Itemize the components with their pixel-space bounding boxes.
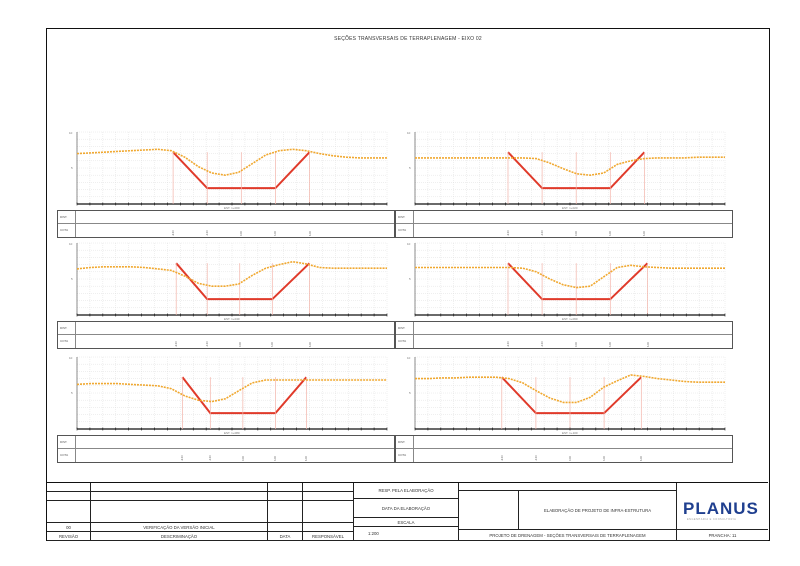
y-max-label: 10 xyxy=(407,242,411,246)
prancha: PRANCHA: 11 xyxy=(677,530,768,541)
section-table-row xyxy=(396,322,732,335)
station-tick-label: 6.00 xyxy=(308,231,312,236)
section-profile xyxy=(508,263,648,299)
section-table-row xyxy=(396,335,732,348)
section-data-table xyxy=(395,321,733,349)
project-empty xyxy=(459,483,677,491)
rev-empty-8 xyxy=(303,492,354,501)
station-tick-label: 3.00 xyxy=(609,231,613,236)
y-max-label: 10 xyxy=(69,356,73,360)
section-data-table xyxy=(57,321,395,349)
project-left-cell xyxy=(459,491,519,530)
rev-empty-6 xyxy=(91,492,268,501)
section-table-row-label: DIST. xyxy=(58,436,76,448)
section-table-row-label: DIST. xyxy=(58,322,76,334)
sheet-title: SEÇÕES TRANSVERSAIS DE TERRAPLENAGEM - EIXO 02 xyxy=(334,36,482,42)
station-tick-label: -6.00 xyxy=(172,230,176,236)
station-tick-label: 6.00 xyxy=(640,456,644,461)
section-table-row xyxy=(58,322,394,335)
y-mid-label: 5 xyxy=(71,391,73,395)
cross-section-panel-6 xyxy=(395,353,733,465)
y-mid-label: 5 xyxy=(71,277,73,281)
y-mid-label: 5 xyxy=(409,166,411,170)
rev-empty-10 xyxy=(91,501,268,523)
escala-label: ESCALA xyxy=(354,518,459,527)
rev-description: VERIFICAÇÃO DA VERSÃO INICIAL xyxy=(91,523,268,532)
section-table-row-label: DIST. xyxy=(58,211,76,223)
section-data-table xyxy=(395,210,733,238)
station-tick-label: 6.00 xyxy=(308,342,312,347)
station-tick-label: 3.00 xyxy=(609,342,613,347)
data-elaboracao: DATA DA ELABORAÇÃO xyxy=(354,499,459,518)
terrain-line xyxy=(415,265,725,287)
section-table-row-label: COTA xyxy=(396,449,414,462)
station-tick-label: -6.00 xyxy=(175,341,179,347)
cross-section-plot xyxy=(395,128,733,212)
cross-section-panel-5 xyxy=(57,353,395,465)
section-table-row xyxy=(58,211,394,224)
section-table-row-label: DIST. xyxy=(396,322,414,334)
section-table-row xyxy=(396,449,732,462)
station-tick-label: -6.00 xyxy=(507,230,510,236)
rev-empty-12 xyxy=(303,501,354,523)
axis-station-label: EST. 1+020 xyxy=(562,206,578,210)
y-max-label: 10 xyxy=(407,131,411,135)
station-tick-label: 3.00 xyxy=(271,342,275,347)
resp-elaboracao: RESP. PELA ELABORAÇÃO xyxy=(354,483,459,499)
section-table-row xyxy=(58,436,394,449)
section-data-table xyxy=(57,210,395,238)
cross-section-panel-2 xyxy=(395,128,733,240)
station-tick-label: -3.00 xyxy=(209,455,213,461)
station-tick-label: 0.00 xyxy=(241,456,245,461)
rev-empty-7 xyxy=(268,492,303,501)
logo-subtitle: ENGENHARIA E CONSULTORIA xyxy=(687,518,737,521)
cross-section-plot xyxy=(57,353,395,437)
station-tick-label: 0.00 xyxy=(575,231,579,236)
rev-empty-3 xyxy=(268,483,303,492)
y-max-label: 10 xyxy=(407,356,411,360)
station-tick-label: 0.00 xyxy=(575,342,579,347)
rev-empty-4 xyxy=(303,483,354,492)
section-table-row xyxy=(396,224,732,237)
rev-empty-1 xyxy=(47,483,91,492)
station-tick-label: 3.00 xyxy=(274,231,278,236)
station-tick-label: -6.00 xyxy=(181,455,185,461)
station-tick-label: -3.00 xyxy=(206,341,210,347)
rev-number: 00 xyxy=(47,523,91,532)
station-tick-label: -6.00 xyxy=(500,455,504,461)
col-descricao: DESCRIMINAÇÃO xyxy=(91,532,268,541)
axis-station-label: EST. 1+060 xyxy=(562,317,578,321)
project-title: ELABORAÇÃO DE PROJETO DE INFRA-ESTRUTURA xyxy=(519,491,677,530)
cross-section-panel-3 xyxy=(57,239,395,351)
section-data-table xyxy=(57,435,395,463)
section-table-row xyxy=(58,449,394,462)
section-table-row xyxy=(396,436,732,449)
section-table-row xyxy=(58,224,394,237)
y-max-label: 10 xyxy=(69,131,73,135)
y-max-label: 10 xyxy=(69,242,73,246)
cross-section-plot xyxy=(57,239,395,323)
drawing-title: PROJETO DE DRENAGEM - SEÇÕES TRANSVERSAIS DE TERRAPLENAGEM xyxy=(459,530,677,541)
y-mid-label: 5 xyxy=(71,166,73,170)
y-mid-label: 5 xyxy=(409,277,411,281)
rev-empty-9 xyxy=(47,501,91,523)
col-data: DATA xyxy=(268,532,303,541)
axis-station-label: EST. 1+000 xyxy=(224,206,240,210)
y-mid-label: 5 xyxy=(409,391,411,395)
station-tick-label: -3.00 xyxy=(541,230,545,236)
section-table-row-label: DIST. xyxy=(396,436,414,448)
section-table-row-label: COTA xyxy=(58,449,76,462)
station-tick-label: -3.00 xyxy=(534,455,538,461)
section-table-row-label: COTA xyxy=(58,224,76,237)
section-table-row-label: COTA xyxy=(396,335,414,348)
axis-station-label: EST. 1+100 xyxy=(562,431,578,435)
section-table-row-label: COTA xyxy=(396,224,414,237)
drawing-sheet xyxy=(46,28,770,541)
station-tick-label: 0.00 xyxy=(569,456,572,461)
section-profile xyxy=(176,263,309,299)
title-block xyxy=(47,482,768,541)
section-profile xyxy=(182,377,306,413)
station-tick-label: -3.00 xyxy=(541,341,545,347)
station-tick-label: 6.00 xyxy=(305,456,309,461)
rev-date-cell xyxy=(268,523,303,532)
escala-value: 1:200 xyxy=(354,527,459,541)
station-tick-label: -3.00 xyxy=(206,230,210,236)
station-tick-label: 3.00 xyxy=(603,456,607,461)
section-table-row-label: COTA xyxy=(58,335,76,348)
station-tick-label: 0.00 xyxy=(238,342,242,347)
axis-station-label: EST. 1+080 xyxy=(224,431,240,435)
cross-section-plot xyxy=(395,353,733,437)
rev-empty-2 xyxy=(91,483,268,492)
rev-empty-11 xyxy=(268,501,303,523)
section-table-row xyxy=(396,211,732,224)
rev-empty-5 xyxy=(47,492,91,501)
cross-section-plot xyxy=(57,128,395,212)
col-responsavel: RESPONSÁVEL xyxy=(303,532,354,541)
rev-resp-cell xyxy=(303,523,354,532)
axis-station-label: EST. 1+040 xyxy=(224,317,240,321)
station-tick-label: 3.00 xyxy=(274,456,278,461)
cross-section-panel-4 xyxy=(395,239,733,351)
station-tick-label: 6.00 xyxy=(646,342,650,347)
station-tick-label: -6.00 xyxy=(507,341,510,347)
cross-section-panel-1 xyxy=(57,128,395,240)
planus-logo: PLANUS xyxy=(683,499,759,518)
section-data-table xyxy=(395,435,733,463)
cross-section-plot xyxy=(395,239,733,323)
station-tick-label: 0.00 xyxy=(240,231,244,236)
section-table-row xyxy=(58,335,394,348)
col-revisao: REVISÃO xyxy=(47,532,91,541)
station-tick-label: 6.00 xyxy=(643,231,647,236)
section-table-row-label: DIST. xyxy=(396,211,414,223)
